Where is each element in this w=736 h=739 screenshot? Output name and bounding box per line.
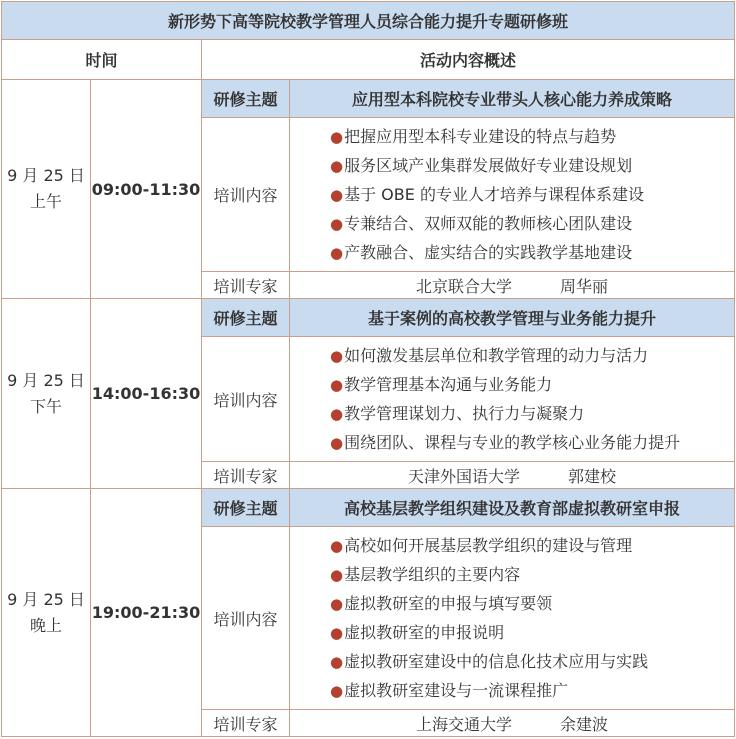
table-title: 新形势下高等院校教学管理人员综合能力提升专题研修班 (2, 2, 735, 40)
session-period: 上午 (29, 192, 62, 211)
session-theme: 基于案例的高校教学管理与业务能力提升 (290, 299, 735, 337)
content-item-text: 专兼结合、双师双能的教师核心团队建设 (344, 214, 633, 233)
session-date-cell (2, 80, 91, 299)
expert-label: 培训专家 (202, 710, 290, 737)
content-item (330, 370, 734, 399)
session-time: 14:00-16:30 (91, 299, 202, 489)
session-theme-row (2, 299, 735, 337)
content-item (330, 560, 734, 589)
bullet-icon: ● (330, 434, 344, 452)
session-items (290, 118, 735, 272)
session-period: 下午 (29, 396, 62, 416)
session-items (290, 337, 735, 462)
content-item (330, 238, 734, 267)
session-period: 晚上 (29, 615, 62, 635)
content-label: 培训内容 (202, 527, 290, 710)
content-item (330, 209, 734, 238)
bullet-icon: ● (330, 186, 344, 204)
bullet-icon: ● (330, 405, 344, 423)
content-item-text: 服务区域产业集群发展做好专业建设规划 (344, 156, 633, 175)
session-items (290, 527, 735, 710)
bullet-icon: ● (330, 376, 344, 394)
expert-org: 天津外国语大学 (407, 466, 520, 486)
theme-label: 研修主题 (202, 489, 290, 527)
bullet-icon: ● (330, 537, 344, 555)
content-item (330, 122, 734, 151)
expert-label: 培训专家 (202, 272, 290, 299)
session-date-cell (2, 489, 91, 737)
session-theme: 高校基层教学组织建设及教育部虚拟教研室申报 (290, 489, 735, 527)
content-item (330, 531, 734, 560)
session-time: 19:00-21:30 (91, 489, 202, 737)
expert-name: 周华丽 (560, 276, 609, 296)
session-expert (290, 462, 735, 489)
bullet-icon: ● (330, 244, 344, 262)
session-date: 9 月 25 日 (7, 370, 85, 390)
content-label: 培训内容 (202, 118, 290, 272)
bullet-icon: ● (330, 566, 344, 584)
session-expert (290, 710, 735, 737)
expert-org: 北京联合大学 (415, 276, 512, 296)
content-item-text: 如何激发基层单位和教学管理的动力与活力 (344, 346, 649, 365)
bullet-icon: ● (330, 215, 344, 233)
content-item-text: 虚拟教研室建设与一流课程推广 (344, 681, 569, 700)
content-item-text: 教学管理基本沟通与业务能力 (344, 375, 553, 394)
content-item-text: 围绕团队、课程与专业的教学核心业务能力提升 (344, 433, 681, 452)
content-item (330, 399, 734, 428)
session-theme: 应用型本科院校专业带头人核心能力养成策略 (290, 80, 735, 118)
bullet-icon: ● (330, 595, 344, 613)
content-item (330, 428, 734, 457)
session-date-cell (2, 299, 91, 489)
theme-label: 研修主题 (202, 80, 290, 118)
bullet-icon: ● (330, 682, 344, 700)
bullet-icon: ● (330, 624, 344, 642)
content-item (330, 341, 734, 370)
content-item (330, 647, 734, 676)
expert-label: 培训专家 (202, 462, 290, 489)
content-item-text: 虚拟教研室的申报说明 (344, 623, 505, 642)
content-item-text: 基于 OBE 的专业人才培养与课程体系建设 (344, 185, 644, 204)
session-expert (290, 272, 735, 299)
content-item-text: 教学管理谋划力、执行力与凝聚力 (344, 404, 585, 423)
content-label: 培训内容 (202, 337, 290, 462)
expert-name: 余建波 (560, 714, 609, 734)
content-item-text: 产教融合、虚实结合的实践教学基地建设 (344, 243, 633, 262)
expert-org: 上海交通大学 (415, 714, 512, 734)
content-item (330, 180, 734, 209)
session-theme-row (2, 80, 735, 118)
content-item-text: 虚拟教研室建设中的信息化技术应用与实践 (344, 652, 649, 671)
session-theme-row (2, 489, 735, 527)
schedule-table (1, 1, 735, 737)
content-item-text: 基层教学组织的主要内容 (344, 565, 521, 584)
header-time: 时间 (2, 40, 202, 80)
bullet-icon: ● (330, 157, 344, 175)
expert-name: 郭建校 (568, 466, 617, 486)
bullet-icon: ● (330, 128, 344, 146)
content-item (330, 676, 734, 705)
session-date: 9 月 25 日 (7, 166, 85, 185)
bullet-icon: ● (330, 347, 344, 365)
content-item (330, 589, 734, 618)
content-item-text: 把握应用型本科专业建设的特点与趋势 (344, 127, 617, 146)
content-item (330, 151, 734, 180)
content-item (330, 618, 734, 647)
bullet-icon: ● (330, 653, 344, 671)
session-date: 9 月 25 日 (7, 589, 85, 609)
header-content: 活动内容概述 (202, 40, 735, 80)
session-time: 09:00-11:30 (91, 80, 202, 299)
theme-label: 研修主题 (202, 299, 290, 337)
content-item-text: 虚拟教研室的申报与填写要领 (344, 594, 553, 613)
content-item-text: 高校如何开展基层教学组织的建设与管理 (344, 536, 633, 555)
